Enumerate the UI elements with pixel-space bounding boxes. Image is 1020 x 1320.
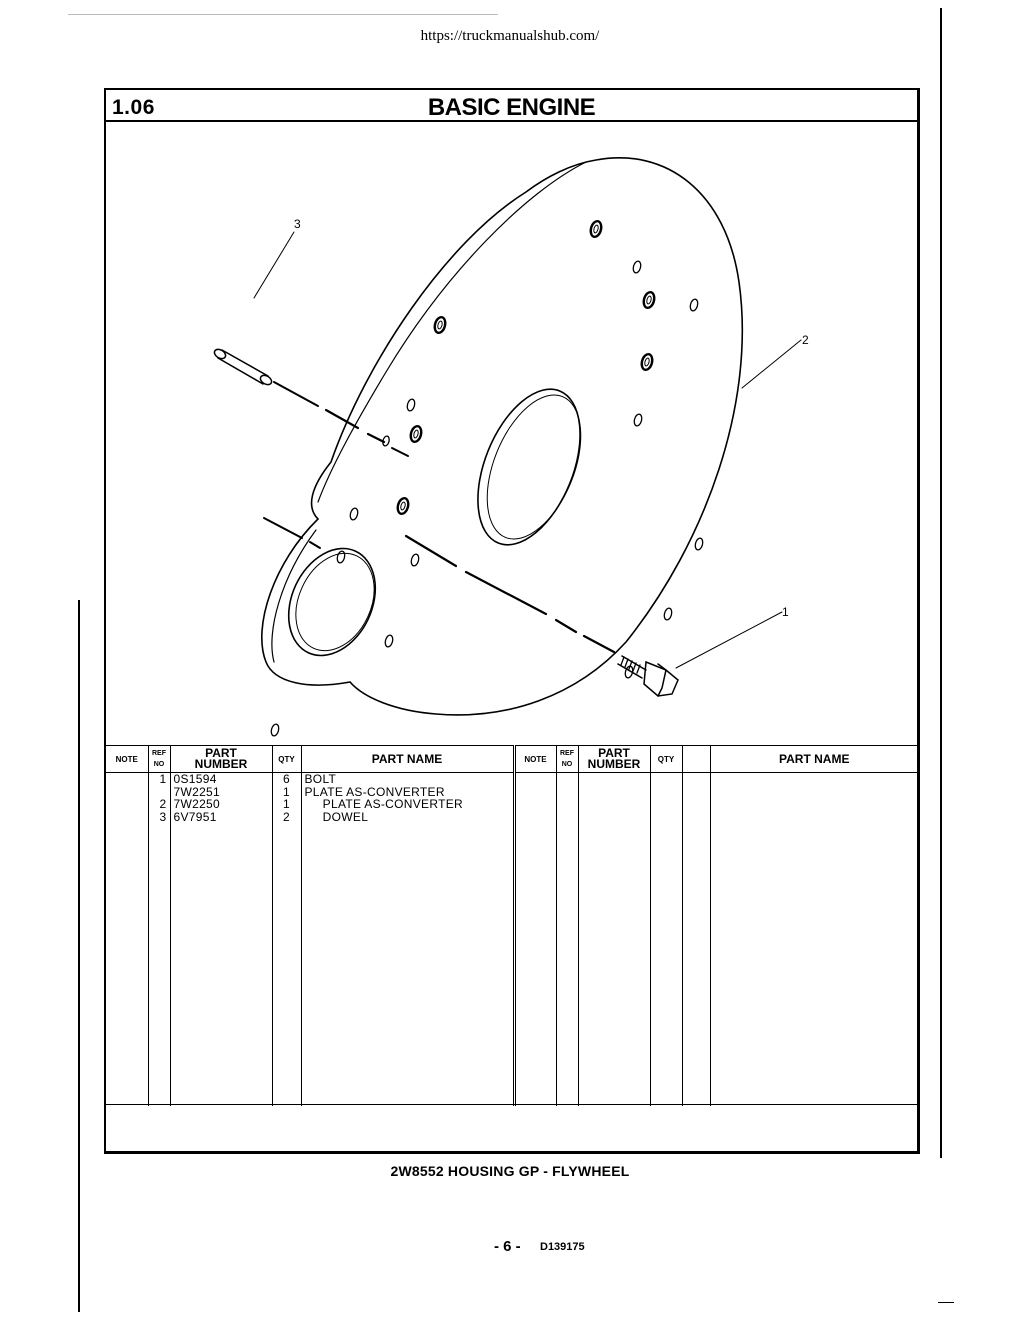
part-number-header: PART NUMBER	[170, 746, 272, 773]
part-number-header-right: PART NUMBER	[578, 746, 650, 773]
callout-1: 1	[782, 605, 789, 619]
table-cell-part-name: DOWEL	[304, 809, 369, 824]
page-number: - 6 -	[494, 1238, 521, 1255]
plate-edge	[318, 162, 586, 502]
section-number: 1.06	[112, 96, 155, 119]
note-column	[106, 773, 148, 1107]
blank-header	[682, 746, 710, 773]
source-url: https://truckmanualshub.com/	[420, 28, 600, 44]
flywheel-housing-illustration	[106, 122, 918, 745]
part-number-column-right	[578, 773, 650, 1107]
table-cell-part-number: 6V7951	[173, 809, 217, 824]
qty-header-right: QTY	[650, 746, 682, 773]
converter-plate-outline	[262, 158, 743, 715]
parts-page-frame	[104, 88, 920, 1154]
document-code: D139175	[540, 1241, 585, 1253]
note-column-right	[514, 773, 556, 1107]
table-cell-part-name: PLATE AS-CONVERTER	[304, 784, 445, 799]
part-name-column	[301, 773, 514, 1107]
qty-column-right	[650, 773, 682, 1107]
part-name-header-right: PART NAME	[710, 746, 918, 773]
blank-column	[682, 773, 710, 1107]
table-cell-qty: 1	[283, 784, 290, 799]
table-cell-qty: 6	[283, 772, 290, 786]
table-cell-part-number: 7W2250	[173, 797, 220, 811]
qty-column	[272, 773, 301, 1107]
scan-edge-top	[68, 14, 498, 15]
part-name-column-right	[710, 773, 918, 1107]
section-title: BASIC ENGINE	[427, 94, 596, 121]
ref-column-right	[556, 773, 578, 1107]
table-bottom-rule	[106, 1104, 917, 1105]
dowel-part	[213, 348, 273, 387]
ref-no-header: REF NO	[148, 746, 170, 773]
table-body	[106, 773, 918, 1107]
qty-header: QTY	[272, 746, 301, 773]
table-cell-part-name: PLATE AS-CONVERTER	[304, 797, 463, 811]
table-cell-ref: 3	[159, 809, 167, 824]
scan-mark	[938, 1302, 954, 1303]
center-opening	[457, 374, 600, 559]
starter-opening	[272, 534, 392, 669]
ref-no-header-right: REF NO	[556, 746, 578, 773]
table-cell-part-name: BOLT	[304, 772, 337, 786]
bolt-part	[618, 656, 678, 696]
table-cell-qty: 1	[283, 797, 290, 811]
note-header: NOTE	[106, 746, 148, 773]
group-caption: 2W8552 HOUSING GP - FLYWHEEL	[390, 1163, 630, 1179]
table-header-row	[106, 746, 918, 773]
scan-edge-left	[78, 600, 80, 1312]
part-name-header: PART NAME	[301, 746, 514, 773]
table-cell-qty: 2	[283, 809, 290, 824]
section-header	[106, 90, 917, 122]
table-cell-ref: 1	[159, 772, 167, 786]
note-header-right: NOTE	[514, 746, 556, 773]
table-cell-part-number: 0S1594	[173, 772, 217, 786]
table-cell-ref: 2	[159, 797, 167, 811]
part-number-column	[170, 773, 272, 1107]
scan-edge-right	[940, 8, 942, 1158]
table-cell-part-number: 7W2251	[173, 784, 220, 799]
callout-3: 3	[294, 217, 301, 231]
parts-list-table	[106, 745, 918, 1106]
callout-2: 2	[802, 333, 809, 347]
ref-column	[148, 773, 170, 1107]
